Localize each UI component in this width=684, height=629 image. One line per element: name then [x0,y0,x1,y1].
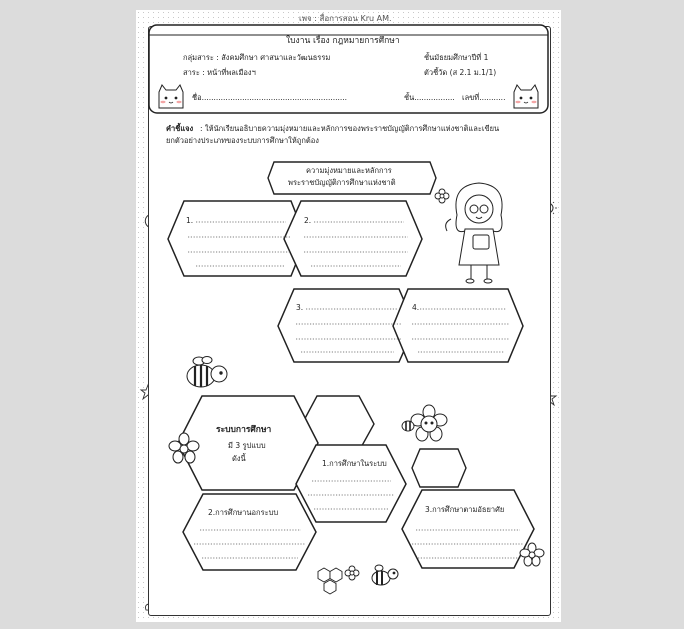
answer-hexagon-4 [393,289,523,362]
instructions-label: คำชี้แจง [166,124,194,133]
hexagon-layer [136,10,561,622]
section1-heading-line2: พระราชบัญญัติการศึกษาแห่งชาติ [288,178,396,187]
instructions-line1: : ให้นักเรียนอธิบายความมุ่งหมายและหลักการของพระราชบัญญัติการศึกษาแห่งชาติและเขียน [200,124,500,133]
answer-number-4: 4. [412,303,420,312]
girl-illustration [446,183,502,283]
credit-text: เพจ : สื่อการสอน Kru AM. [299,14,392,23]
type-label-1: 1.การศึกษาในระบบ [322,459,387,468]
education-system-title: ระบบการศึกษา [216,425,272,435]
type-hexagon-1 [296,445,406,522]
type-hexagon-3 [402,490,534,568]
answer-number-2: 2. [304,216,312,225]
type-hexagon-2 [183,494,316,570]
flower-icon [435,189,449,203]
type-label-2: 2.การศึกษานอกระบบ [208,508,279,517]
flower-icon [345,566,359,580]
honeycomb-icon [318,568,342,594]
strand-label: สาระ : หน้าที่พลเมืองฯ [183,68,256,77]
answer-number-1: 1. [186,216,194,225]
answer-number-3: 3. [296,303,304,312]
section1-heading-line1: ความมุ่งหมายและหลักการ [306,166,392,175]
number-field[interactable]: เลขที่........... [462,93,506,102]
education-system-sub2: ดังนี้ [232,454,246,463]
indicator-label: ตัวชี้วัด (ส 2.1 ม.1/1) [424,68,497,77]
flower-icon [411,405,447,441]
name-field[interactable]: ชื่อ............................................................. [192,93,348,102]
subject-group-label: กลุ่มสาระ : สังคมศึกษา ศาสนาและวัฒนธรรม [183,53,331,62]
bee-icon [187,357,227,388]
education-system-sub1: มี 3 รูปแบบ [228,441,266,450]
class-field[interactable]: ชั้น................. [404,93,455,102]
answer-hexagon-2 [284,201,422,276]
small-hexagon-right [412,449,466,487]
grade-label: ชั้นมัธยมศึกษาปีที่ 1 [424,53,489,62]
instructions-line2: ยกตัวอย่างประเภทของระบบการศึกษาให้ถูกต้อง [166,136,319,145]
worksheet-page [136,10,561,622]
bee-icon [402,421,414,431]
worksheet-title: ใบงาน เรื่อง กฎหมายการศึกษา [286,36,400,46]
bee-icon [372,565,398,585]
type-label-3: 3.การศึกษาตามอัธยาศัย [425,505,505,514]
